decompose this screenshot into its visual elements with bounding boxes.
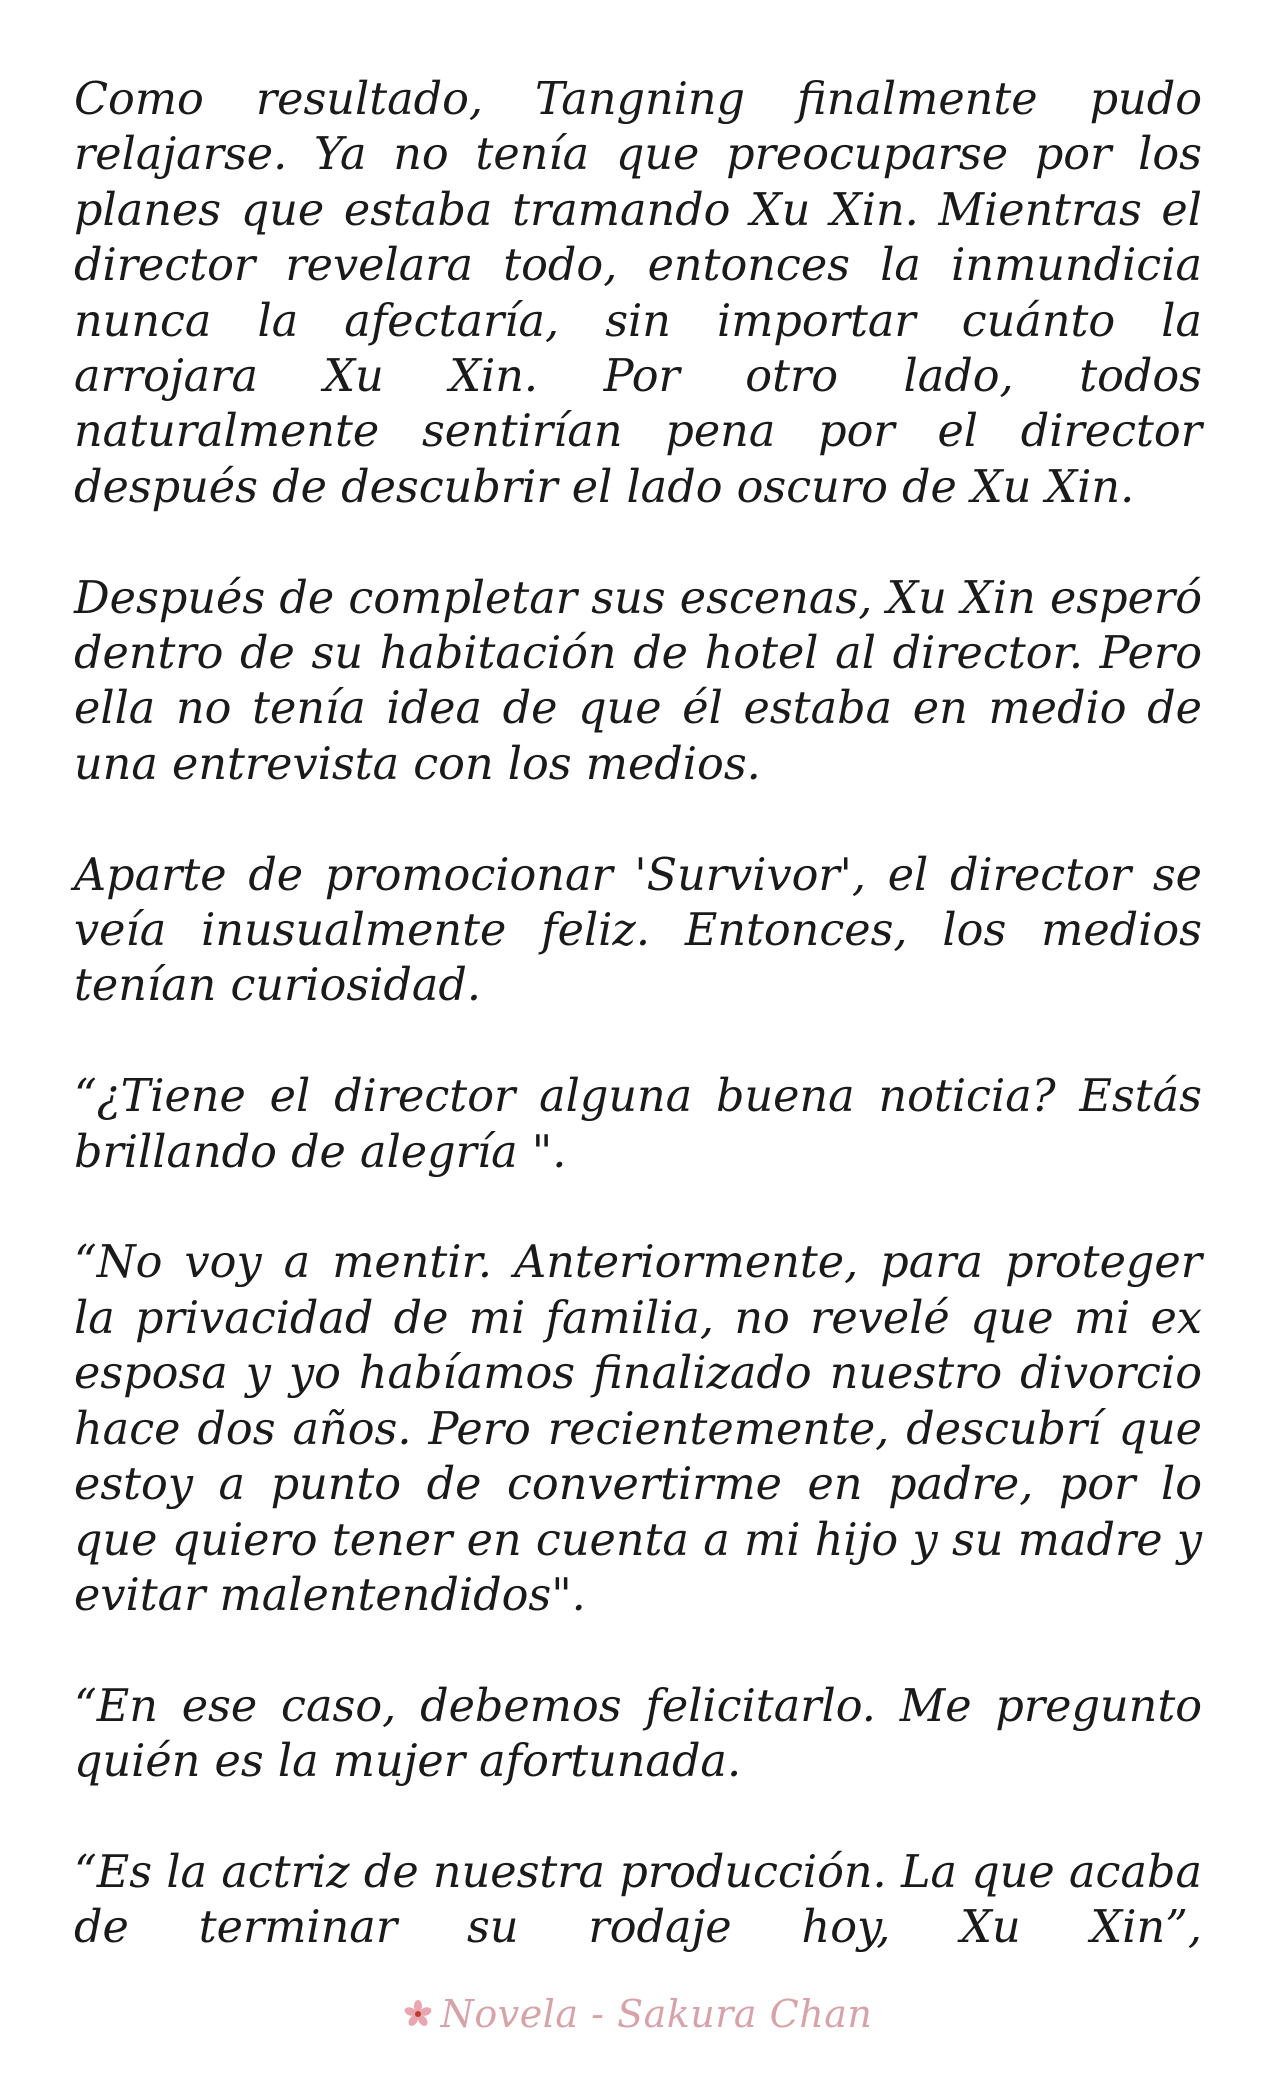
footer-watermark <box>0 1990 1275 2038</box>
watermark-text: Novela - Sakura Chan <box>440 1992 873 2036</box>
paragraph-2: Después de completar sus escenas, Xu Xin esperó dentro de su habitación de hotel al director. Pero ella no tenía idea de que él estaba en medio de una entrevista con los medios. <box>74 572 1202 790</box>
sakura-flower-icon <box>403 1999 433 2029</box>
paragraph-4: “¿Tiene el director alguna buena noticia? Estás brillando de alegría ". <box>74 1071 1202 1178</box>
paragraph-3: Aparte de promocionar 'Survivor', el director se veía inusualmente feliz. Entonces, los medios tenían curiosidad. <box>74 849 1202 1012</box>
novel-text <box>74 72 1202 1956</box>
paragraph-7: “Es la actriz de nuestra producción. La que acaba de terminar su rodaje hoy, Xu Xin”, <box>74 1846 1202 1954</box>
paragraph-6: “En ese caso, debemos felicitarlo. Me pregunto quién es la mujer afortunada. <box>74 1680 1202 1788</box>
paragraph-5: “No voy a mentir. Anteriormente, para proteger la privacidad de mi familia, no revelé que mi ex esposa y yo habíamos finalizado nuestro divorcio hace dos años. Pero recientemente, descubrí que estoy a punto de convertirme en padre, por lo que quiero tener en cuenta a mi hijo y su madre y evitar malentendidos". <box>74 1237 1202 1621</box>
paragraph-1: Como resultado, Tangning finalmente pudo relajarse. Ya no tenía que preocuparse por los planes que estaba tramando Xu Xin. Mientras el director revelara todo, entonces la inmundicia nunca la afectaría, sin importar cuánto la arrojara Xu Xin. Por otro lado, todos naturalmente sentirían pena por el director después de descubrir el lado oscuro de Xu Xin. <box>74 74 1202 513</box>
